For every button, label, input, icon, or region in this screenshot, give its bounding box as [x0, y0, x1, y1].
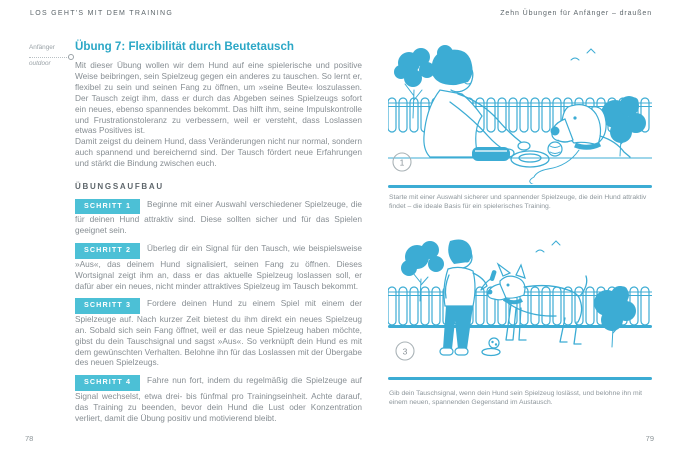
running-head-right: Zehn Übungen für Anfänger – draußen — [500, 10, 652, 17]
section-heading: ÜBUNGSAUFBAU — [75, 182, 164, 192]
step-badge: SCHRITT 2 — [75, 243, 140, 258]
ball-toy — [489, 338, 499, 348]
step-badge: SCHRITT 1 — [75, 199, 140, 214]
step-text: Beginne mit einer Auswahl verschiedener Spielzeuge, die für deinen Hund attraktiv sind. Diese sollten sicher und für das Spielen geeignet sein. — [75, 199, 362, 236]
step-paragraph — [75, 375, 362, 423]
dog-ear — [498, 264, 510, 276]
dog-eye — [507, 284, 510, 287]
page-number-right: 79 — [645, 434, 654, 443]
step-paragraph — [75, 199, 362, 236]
ring-toy — [482, 349, 500, 356]
dog-eye — [573, 116, 576, 119]
running-head-left: LOS GEHT'S MIT DEM TRAINING — [30, 10, 174, 17]
step-text: Fahre nun fort, indem du regelmäßig die Spielzeuge auf Signal wechselst, etwa drei- bis fünfmal pro Trainingseinheit. Achte darauf, das Training zu beenden, bevor dein Hund die Lust oder Konzentration verliert, damit die Übung positiv und motivierend bleibt. — [75, 375, 362, 423]
figure-toy-selection — [388, 44, 652, 184]
ring-toy — [511, 151, 549, 167]
figure-divider — [388, 377, 652, 380]
step-paragraph — [75, 298, 362, 368]
dog-nose — [551, 127, 560, 136]
dropped-toys — [482, 338, 500, 356]
ball-toy — [548, 142, 562, 156]
figure-divider — [388, 185, 652, 188]
svg-text:1: 1 — [399, 157, 405, 168]
hand — [518, 142, 530, 150]
dog-collar — [575, 144, 600, 147]
location-label: outdoor — [29, 60, 51, 67]
step-text: Fordere deinen Hund zu einem Spiel mit einem der Spielzeuge auf. Nach kurzer Zeit bietest du ihm direkt ein neues Spielzeug an. Sobald sich sein Fang öffnet, weil er das neue Spielzeug haben möchte, gibst du dein Tauschsignal und sagst »Aus«. So verknüpft dein Hund es mit dem gewünschten Verhalten. Belohne ihn für das Loslassen mit der Übergabe des neuen Spielzeugs. — [75, 298, 362, 368]
step-badge: SCHRITT 3 — [75, 298, 140, 313]
held-toy — [489, 270, 497, 282]
bird-icon — [552, 241, 560, 245]
treat-pouch — [472, 147, 510, 161]
figure-number-badge — [393, 153, 411, 171]
intro-paragraph: Damit zeigst du deinem Hund, dass Veränderungen nicht nur normal, sondern auch spannend und bereichernd sind. Der Tausch fördert neue Erfahrungen und stärkt die Bindung zwischen euch. — [75, 136, 362, 169]
difficulty-marker-icon — [68, 54, 74, 60]
dog-ear — [516, 265, 525, 278]
bird-icon — [536, 250, 544, 252]
exercise-title: Übung 7: Flexibilität durch Beutetausch — [75, 40, 295, 53]
illustration-trainer-with-toys — [388, 44, 652, 184]
hair-bun — [437, 45, 453, 61]
step-badge: SCHRITT 4 — [75, 375, 140, 390]
pants — [443, 306, 473, 349]
step-text: Überleg dir ein Signal für den Tausch, wie beispielsweise »Aus«, das deinem Hund signalisiert, seinen Fang zu öffnen. Dieses Wortsignal zeigt ihm an, dass er das aktuelle Spielzeug loslassen soll, er dafür aber ein neues, nicht minder attraktives Spielzeug im Tausch bekommt. — [75, 243, 362, 291]
bird-icon — [587, 49, 595, 53]
exercise-text-column — [75, 40, 362, 430]
margin-difficulty-note — [29, 44, 73, 68]
bird-icon — [571, 58, 579, 60]
figure-exchange-signal — [388, 235, 652, 375]
shoe — [455, 348, 468, 355]
hair — [448, 240, 472, 264]
difficulty-scale — [29, 53, 73, 58]
step-paragraph — [75, 243, 362, 291]
intro-paragraph: Mit dieser Übung wollen wir dem Hund auf eine spielerische und positive Weise beibringen, sein Spielzeug gegen ein anderes zu tauschen. So lernt er, flexibel zu sein und seinen Fang zu öffnen, um »seine Beute« loszulassen. Der Tausch zeigt ihm, dass er durch das Abgeben seines Spielzeugs sofort ein neues, ebenso spannendes bekommt. Das hilft ihm, seine Impulskontrolle und Frustrationstoleranz zu verbessern, weil er versteht, dass Loslassen etwas Positives ist. — [75, 60, 362, 136]
page-number-left: 78 — [25, 434, 34, 443]
figure-caption: Gib dein Tauschsignal, wenn dein Hund sein Spielzeug loslässt, und belohne ihn mit einem neuen, spannenden Gegenstand im Austausch. — [389, 390, 643, 407]
shoe — [440, 348, 453, 355]
difficulty-level-label: Anfänger — [29, 44, 55, 51]
dog-nose — [488, 290, 493, 295]
figure-caption: Starte mit einer Auswahl sicherer und spannender Spielzeuge, die dein Hund attraktiv findet – die ideale Basis für ein spielerisches Training. — [389, 194, 647, 211]
illustration-trainer-and-dog — [388, 235, 652, 375]
svg-text:3: 3 — [402, 346, 408, 357]
figure-number-badge — [396, 342, 414, 360]
